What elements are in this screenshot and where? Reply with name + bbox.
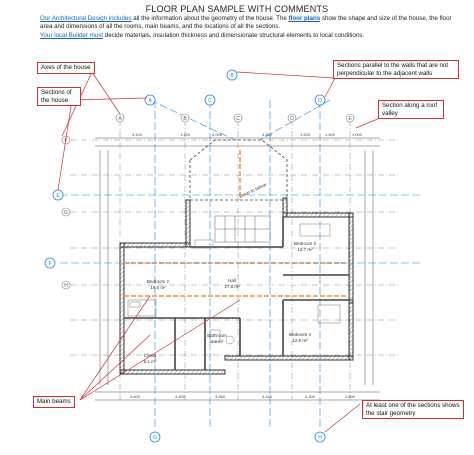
section-marker-f xyxy=(45,258,55,268)
callout-parallel-sections: Sections parallel to the walls that are not perpendicular to the adjacent walls xyxy=(333,60,459,79)
section-marker-b xyxy=(227,70,237,80)
intro-text-1: all the information about the geometry of the house. The xyxy=(131,15,289,22)
svg-text:C: C xyxy=(208,98,212,104)
callout-stair-section: At least one of the sections shows the stair geometry xyxy=(362,400,464,419)
axis-marker-top-1 xyxy=(116,114,124,122)
intro-text-3: decide materials, insulation thickness and dimensionate structural elements to local conditions. xyxy=(103,31,365,39)
section-marker-e xyxy=(53,190,63,200)
dim-top-5: 1.200 xyxy=(300,132,311,137)
dim-bottom-1: 4.600 xyxy=(130,394,141,399)
intro-link-local-builder[interactable]: Your local Builder must xyxy=(40,31,104,39)
stair xyxy=(215,216,270,242)
callout-main-beams: Main beams xyxy=(33,396,75,408)
section-marker-d xyxy=(315,95,325,105)
page-title: FLOOR PLAN SAMPLE WITH COMMENTS xyxy=(145,4,329,14)
intro-link-architectural-design[interactable]: Our Architectural Design includes xyxy=(40,15,132,22)
section-marker-c xyxy=(205,95,215,105)
dim-bottom-4: 4.440 xyxy=(262,394,273,399)
section-marker-g xyxy=(150,432,160,442)
callout-axes: Axes of the house xyxy=(37,62,95,74)
dim-bottom-2: 4.400 xyxy=(175,394,186,399)
section-marker-a xyxy=(145,95,155,105)
room-bedroom-3-area: 12.7 m² xyxy=(297,247,313,252)
svg-text:D: D xyxy=(318,98,322,104)
dimension-lines xyxy=(95,138,380,400)
room-hall-name: Hall xyxy=(228,278,236,283)
room-bathroom-area: 4.8 m² xyxy=(210,339,224,344)
section-lines xyxy=(60,100,420,430)
callout-leaders xyxy=(58,72,380,432)
svg-text:D: D xyxy=(290,116,294,122)
callout-roof-valley: Section along a roof valley xyxy=(378,100,444,119)
svg-text:E: E xyxy=(348,116,352,122)
room-bedroom-2-area: 19.5 m² xyxy=(150,285,166,290)
interior-walls xyxy=(124,217,349,370)
dim-bottom-3: 3.560 xyxy=(215,394,226,399)
svg-text:E: E xyxy=(56,193,60,199)
callout-sections-of-house: Sections of the house xyxy=(37,87,81,106)
axis-marker-top-2 xyxy=(181,114,189,122)
intro-link-floor-plans[interactable]: floor plans xyxy=(288,15,321,22)
intro-text-2: show the shape and size of the house, the floor area and dimensions of all the rooms, main beams, and the locations of all the sections. xyxy=(40,15,452,31)
dim-top-6: 1.400 xyxy=(325,132,336,137)
svg-text:H: H xyxy=(318,435,322,441)
main-beams xyxy=(124,150,349,296)
stair-label: Down to below xyxy=(238,181,268,199)
room-hall-area: 27.8 m² xyxy=(224,284,240,289)
axis-marker-left-2 xyxy=(62,208,70,216)
room-bedroom-4-name: Bedroom 4 xyxy=(288,332,312,337)
section-marker-h xyxy=(315,432,325,442)
dim-top-1: 4.400 xyxy=(132,132,143,137)
svg-text:G: G xyxy=(64,210,68,216)
axis-marker-top-3 xyxy=(234,114,242,122)
dim-top-4: 4.400 xyxy=(262,132,273,137)
dim-top-3: 4.000 xyxy=(212,132,223,137)
axis-marker-left-3 xyxy=(62,281,70,289)
svg-text:A: A xyxy=(118,116,122,122)
dim-top-7: 1.000 xyxy=(352,132,363,137)
room-closet-name: Closet xyxy=(143,353,157,358)
dim-bottom-6: 1.500 xyxy=(345,394,356,399)
svg-text:F: F xyxy=(64,138,68,144)
bay-outline xyxy=(190,140,287,200)
room-bedroom-4-area: 12.8 m² xyxy=(292,338,308,343)
svg-text:B: B xyxy=(230,73,234,79)
room-closet-area: 6.1 m² xyxy=(143,359,157,364)
dim-top-2: 1.420 xyxy=(180,132,191,137)
dim-bottom-5: 4.300 xyxy=(305,394,316,399)
svg-text:H: H xyxy=(64,283,68,289)
room-bathroom-name: Bathroom xyxy=(207,333,227,338)
svg-text:C: C xyxy=(236,116,240,122)
svg-text:A: A xyxy=(148,98,152,104)
room-bedroom-3-name: Bedroom 3 xyxy=(293,241,317,246)
svg-text:B: B xyxy=(183,116,187,122)
axis-marker-top-5 xyxy=(346,114,354,122)
svg-text:F: F xyxy=(48,261,52,267)
room-bedroom-2-name: Bedroom 2 xyxy=(146,279,170,284)
svg-text:G: G xyxy=(153,435,157,441)
axis-marker-top-4 xyxy=(288,114,296,122)
